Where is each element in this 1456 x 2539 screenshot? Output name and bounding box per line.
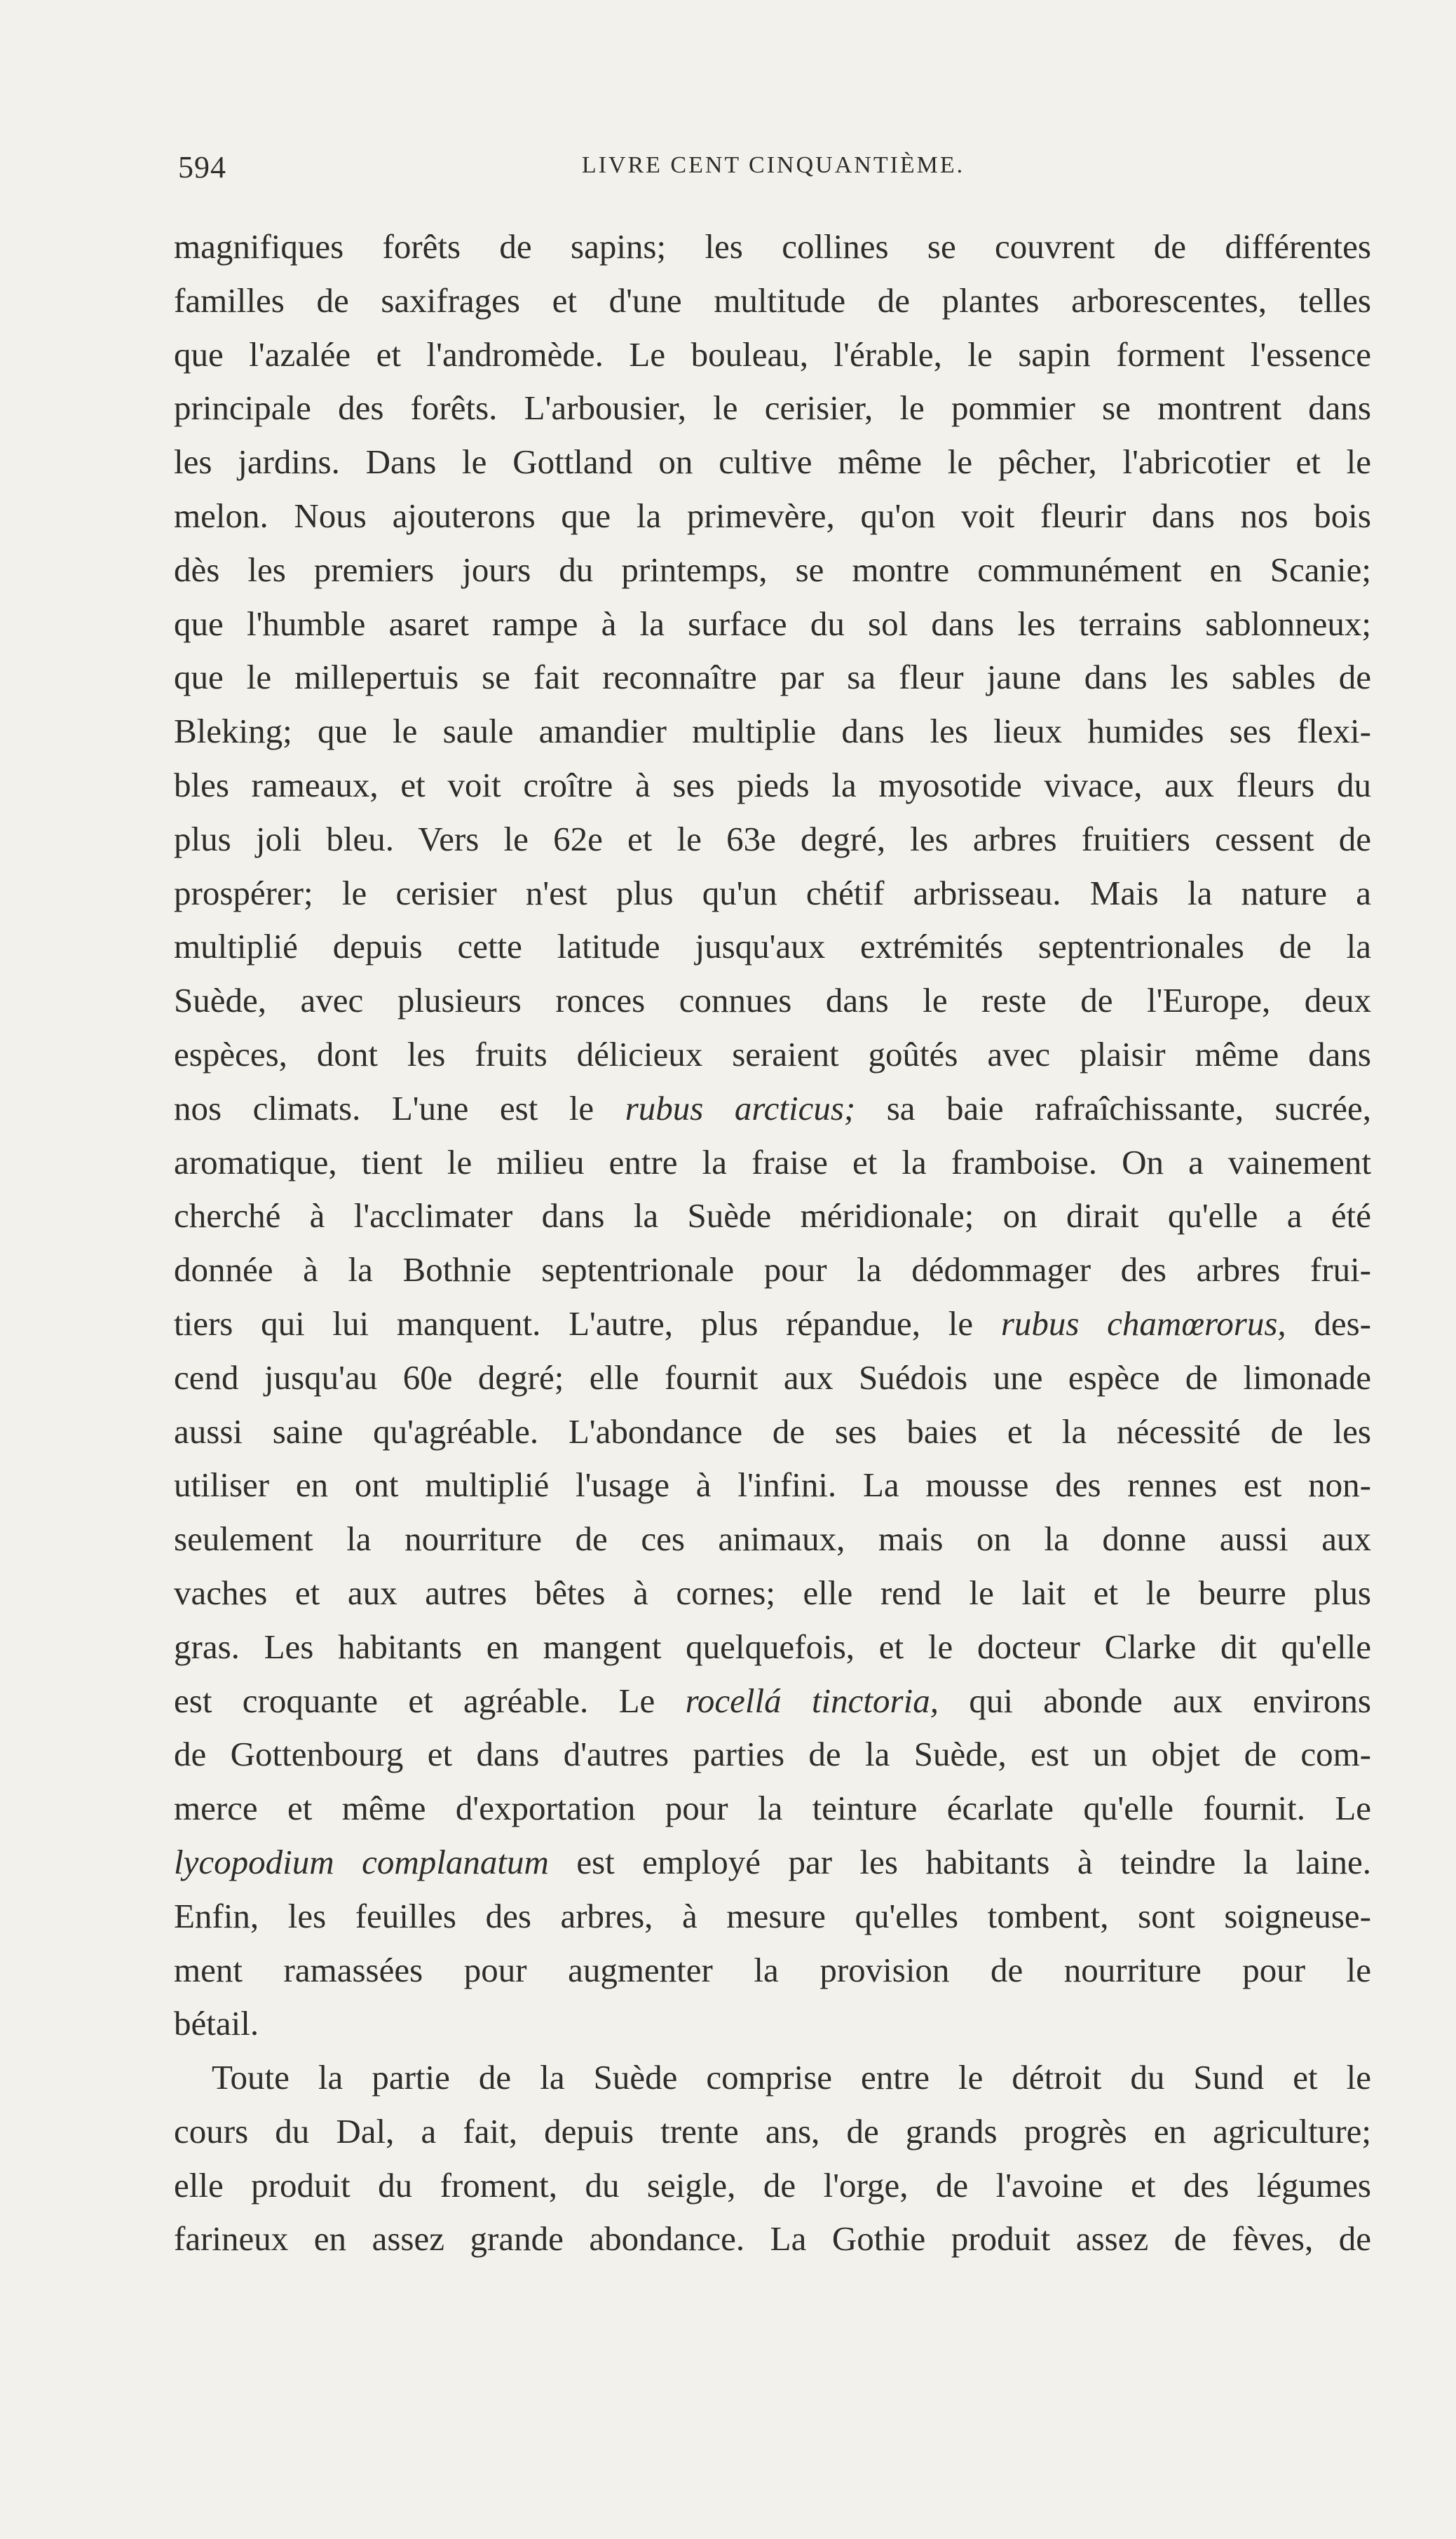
text-line: multiplié depuis cette latitude jusqu'aux extrémités septentrionales de la [174,927,1371,966]
text-run: tiers qui lui manquent. L'autre, plus répandue, le [174,1304,1001,1343]
text-line: cherché à l'acclimater dans la Suède méridionale; on dirait qu'elle a été [174,1196,1371,1235]
text-line: donnée à la Bothnie septentrionale pour la dédommager des arbres frui- [174,1250,1371,1289]
text-line: Toute la partie de la Suède comprise entre le détroit du Sund et le [212,2058,1371,2097]
text-line: Bleking; que le saule amandier multiplie dans les lieux humides ses flexi- [174,712,1371,751]
text-line: ment ramassées pour augmenter la provision de nourriture pour le [174,1950,1371,1989]
text-line: familles de saxifrages et d'une multitude de plantes arborescentes, telles [174,280,1371,320]
text-line: de Gottenbourg et dans d'autres parties de la Suède, est un objet de com- [174,1735,1371,1774]
text-line: Suède, avec plusieurs ronces connues dans le reste de l'Europe, deux [174,981,1371,1020]
text-line: melon. Nous ajouterons que la primevère, qu'on voit fleurir dans nos bois [174,496,1371,535]
page-header [174,144,1373,186]
text-line: espèces, dont les fruits délicieux seraient goûtés avec plaisir même dans [174,1034,1371,1074]
text-line: aussi saine qu'agréable. L'abondance de ses baies et la nécessité de les [174,1411,1371,1451]
latin-name: rubus chamœrorus, [1000,1304,1286,1343]
text-line: bétail. [174,2004,259,2043]
text-run: est employé par les habitants à teindre la laine. [548,1842,1372,1881]
text-line: principale des forêts. L'arbousier, le cerisier, le pommier se montrent dans [174,388,1371,428]
text-line: utiliser en ont multiplié l'usage à l'infini. La mousse des rennes est non- [174,1465,1371,1505]
text-line: gras. Les habitants en mangent quelquefois, et le docteur Clarke dit qu'elle [174,1627,1371,1666]
latin-name: rocellá tinctoria, [685,1681,939,1720]
text-line: que l'humble asaret rampe à la surface du sol dans les terrains sablonneux; [174,604,1371,643]
text-run: est croquante et agréable. Le [174,1681,686,1720]
running-title: LIVRE CENT CINQUANTIÈME. [581,152,965,178]
text-line [174,1836,1371,1890]
text-line: farineux en assez grande abondance. La Gothie produit assez de fèves, de [174,2219,1371,2259]
paragraph [174,2051,1371,2266]
page-number: 594 [178,150,226,184]
latin-name: rubus arcticus; [625,1088,856,1128]
text-run: nos climats. L'une est le [174,1088,625,1128]
text-line: les jardins. Dans le Gottland on cultive même le pêcher, l'abricotier et le [174,442,1371,482]
text-line: elle produit du froment, du seigle, de l'orge, de l'avoine et des légumes [174,2165,1371,2205]
text-line: que l'azalée et l'andromède. Le bouleau, l'érable, le sapin forment l'essence [174,334,1371,374]
text-line [174,1297,1371,1351]
text-line: aromatique, tient le milieu entre la fraise et la framboise. On a vainement [174,1142,1371,1182]
text-line: Enfin, les feuilles des arbres, à mesure qu'elles tombent, sont soigneuse- [174,1896,1371,1935]
text-line [174,1082,1371,1136]
latin-name: lycopodium complanatum [174,1842,549,1881]
text-line: bles rameaux, et voit croître à ses pieds la myosotide vivace, aux fleurs du [174,765,1371,804]
text-line: seulement la nourriture de ces animaux, mais on la donne aussi aux [174,1519,1371,1559]
text-run: sa baie rafraîchissante, sucrée, [855,1088,1371,1128]
text-line: cours du Dal, a fait, depuis trente ans, de grands progrès en agriculture; [174,2111,1371,2151]
text-line: vaches et aux autres bêtes à cornes; elle rend le lait et le beurre plus [174,1573,1371,1612]
text-line [174,1674,1371,1728]
text-line: plus joli bleu. Vers le 62e et le 63e degré, les arbres fruitiers cessent de [174,819,1371,858]
text-line: que le millepertuis se fait reconnaître par sa fleur jaune dans les sables de [174,658,1371,697]
text-line: cend jusqu'au 60e degré; elle fournit aux Suédois une espèce de limonade [174,1357,1371,1397]
text-line: merce et même d'exportation pour la teinture écarlate qu'elle fournit. Le [174,1789,1371,1828]
text-line: dès les premiers jours du printemps, se montre communément en Scanie; [174,550,1371,589]
body-text [174,220,1371,2266]
text-run: des- [1286,1304,1372,1343]
text-run: qui abonde aux environs [938,1681,1372,1720]
paragraph [174,220,1371,2051]
text-line: magnifiques forêts de sapins; les collines se couvrent de différentes [174,227,1371,266]
text-line: prospérer; le cerisier n'est plus qu'un chétif arbrisseau. Mais la nature a [174,873,1371,912]
